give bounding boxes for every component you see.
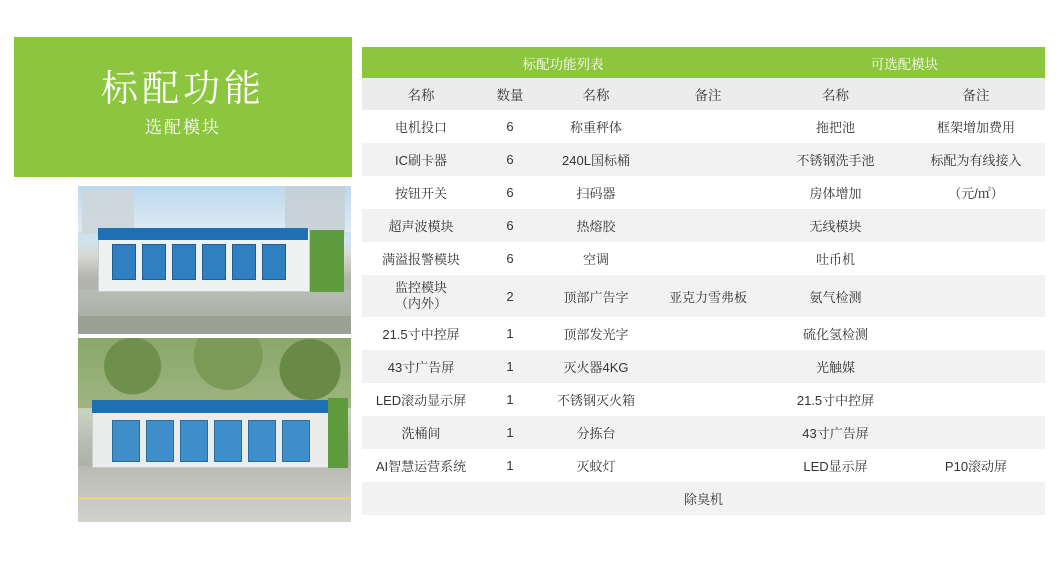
table-row (362, 209, 1045, 242)
table-cell: 6 (480, 143, 540, 176)
table-cell: （元/㎡） (907, 176, 1045, 209)
table-cell: 电机投口 (362, 110, 480, 143)
table-group-header-row (362, 47, 1045, 78)
kiosk2-bin-6 (282, 420, 310, 462)
table-cell: 无线模块 (764, 209, 907, 242)
feature-table (362, 47, 1045, 515)
group-header-optional: 可选配模块 (764, 47, 1045, 78)
table-cell: 6 (480, 110, 540, 143)
kiosk-bin-4 (202, 244, 226, 280)
table-cell (652, 449, 764, 482)
table-row (362, 275, 1045, 317)
table-row (362, 317, 1045, 350)
table-row (362, 482, 1045, 515)
page-title: 标配功能 (101, 68, 265, 109)
table-cell: 分拣台 (540, 416, 652, 449)
table-cell (652, 350, 764, 383)
table-cell: 吐币机 (764, 242, 907, 275)
table-cell: 顶部广告字 (540, 275, 652, 317)
table-cell: 不锈钢灭火箱 (540, 383, 652, 416)
kiosk-photo-street (78, 338, 351, 522)
table-cell: 扫码器 (540, 176, 652, 209)
table-cell: 灭蚊灯 (540, 449, 652, 482)
table-cell: 超声波模块 (362, 209, 480, 242)
table-cell: 6 (480, 176, 540, 209)
group-header-standard: 标配功能列表 (362, 47, 764, 78)
kiosk2-bin-2 (146, 420, 174, 462)
kiosk-banner (98, 228, 308, 240)
table-cell: 1 (480, 350, 540, 383)
kiosk-bin-3 (172, 244, 196, 280)
kiosk2-bin-1 (112, 420, 140, 462)
table-cell: 21.5寸中控屏 (764, 383, 907, 416)
green-plant-wall-2 (328, 398, 348, 468)
table-header (362, 47, 1045, 110)
col-header-name-1: 名称 (362, 78, 480, 110)
table-cell: 240L国标桶 (540, 143, 652, 176)
kiosk-photo-daytime (78, 186, 351, 334)
table-cell (907, 383, 1045, 416)
table-cell: 43寸广告屏 (764, 416, 907, 449)
table-cell: 氨气检测 (764, 275, 907, 317)
col-header-qty: 数量 (480, 78, 540, 110)
table-cell: AI智慧运营系统 (362, 449, 480, 482)
kiosk-bin-1 (112, 244, 136, 280)
table-cell: 1 (480, 383, 540, 416)
table-cell: 空调 (540, 242, 652, 275)
table-cell (652, 176, 764, 209)
table-cell: 顶部发光字 (540, 317, 652, 350)
table-cell (652, 242, 764, 275)
table-cell: 21.5寸中控屏 (362, 317, 480, 350)
table-cell (907, 317, 1045, 350)
kiosk2-bin-3 (180, 420, 208, 462)
table-cell: 称重秤体 (540, 110, 652, 143)
table-cell: 除臭机 (362, 482, 1045, 515)
title-block (14, 65, 352, 143)
table-cell: 按钮开关 (362, 176, 480, 209)
table-cell: 1 (480, 449, 540, 482)
table-cell: 洗桶间 (362, 416, 480, 449)
table-cell: 光触媒 (764, 350, 907, 383)
table-cell (652, 416, 764, 449)
table-cell: LED显示屏 (764, 449, 907, 482)
table-cell (652, 209, 764, 242)
feature-table-wrap (362, 47, 1045, 515)
table-cell (907, 275, 1045, 317)
col-header-remark-1: 备注 (652, 78, 764, 110)
page-subtitle: 选配模块 (145, 118, 221, 137)
table-row (362, 449, 1045, 482)
kiosk-bin-2 (142, 244, 166, 280)
table-cell: 1 (480, 317, 540, 350)
kiosk2-bin-5 (248, 420, 276, 462)
title-panel (14, 37, 352, 177)
green-plant-wall (310, 230, 344, 292)
table-cell: 亚克力雪弗板 (652, 275, 764, 317)
kiosk-banner-2 (92, 400, 328, 413)
path-region (78, 316, 351, 334)
table-cell (907, 209, 1045, 242)
kiosk-bin-5 (232, 244, 256, 280)
kiosk-bin-6 (262, 244, 286, 280)
table-cell: 1 (480, 416, 540, 449)
road-marking (78, 497, 351, 500)
table-cell (652, 110, 764, 143)
table-row (362, 242, 1045, 275)
table-cell: 灭火器4KG (540, 350, 652, 383)
table-cell (907, 416, 1045, 449)
table-row (362, 143, 1045, 176)
kiosk2-bin-4 (214, 420, 242, 462)
road-region (78, 466, 351, 522)
table-body (362, 110, 1045, 515)
table-cell: 框架增加费用 (907, 110, 1045, 143)
table-cell: 拖把池 (764, 110, 907, 143)
table-row (362, 350, 1045, 383)
building-right (285, 186, 345, 234)
table-cell: 标配为有线接入 (907, 143, 1045, 176)
col-header-name-2: 名称 (540, 78, 652, 110)
col-header-name-3: 名称 (764, 78, 907, 110)
table-row (362, 110, 1045, 143)
table-cell (652, 383, 764, 416)
table-cell (652, 143, 764, 176)
table-cell: 6 (480, 209, 540, 242)
table-row (362, 383, 1045, 416)
table-row (362, 416, 1045, 449)
table-row (362, 176, 1045, 209)
table-cell: 硫化氢检测 (764, 317, 907, 350)
table-column-header-row (362, 78, 1045, 110)
table-cell: 6 (480, 242, 540, 275)
table-cell: 不锈钢洗手池 (764, 143, 907, 176)
table-cell: 满溢报警模块 (362, 242, 480, 275)
table-cell (652, 317, 764, 350)
table-cell: P10滚动屏 (907, 449, 1045, 482)
table-cell: IC刷卡器 (362, 143, 480, 176)
table-cell (907, 350, 1045, 383)
col-header-remark-2: 备注 (907, 78, 1045, 110)
table-cell: 监控模块 （内外） (362, 275, 480, 317)
tree-canopy (78, 338, 351, 408)
table-cell (907, 242, 1045, 275)
table-cell: LED滚动显示屏 (362, 383, 480, 416)
table-cell: 房体增加 (764, 176, 907, 209)
table-cell: 43寸广告屏 (362, 350, 480, 383)
table-cell: 热熔胶 (540, 209, 652, 242)
table-cell: 2 (480, 275, 540, 317)
